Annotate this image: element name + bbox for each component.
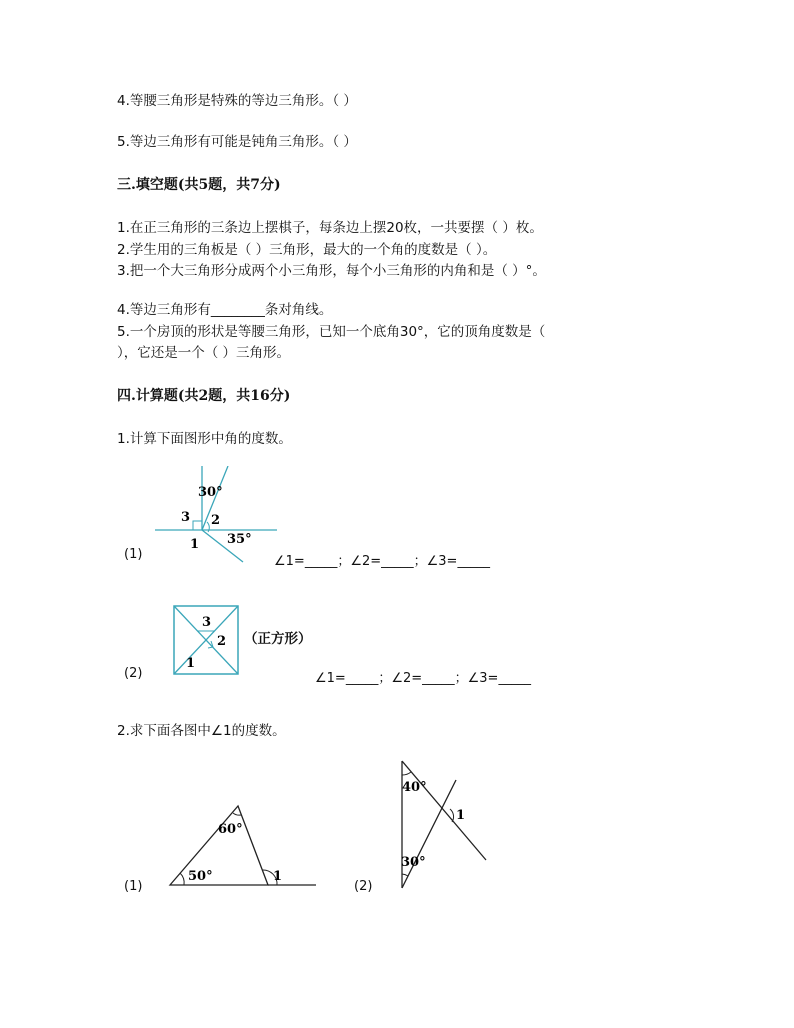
fig2-num2: 2	[217, 634, 227, 649]
fig1-num1: 1	[190, 537, 200, 552]
fig3-label: (1)	[124, 879, 143, 894]
fill-q2: 2.学生用的三角板是（ ）三角形，最大的一个角的度数是（ ）。	[117, 242, 497, 258]
calc-q2: 2.求下面各图中∠1的度数。	[117, 723, 286, 739]
fill-q1: 1.在正三角形的三条边上摆棋子，每条边上摆20枚，一共要摆（ ）枚。	[117, 220, 543, 236]
calc-section-title: 四.计算题(共2题，共16分)	[117, 388, 291, 404]
fig3-angle-50: 50°	[188, 869, 213, 884]
fig2-num1: 1	[186, 656, 196, 671]
fig3-angle-60: 60°	[218, 822, 243, 837]
judge-q5: 5.等边三角形有可能是钝角三角形。（ ）	[117, 134, 357, 150]
fig3-num1: 1	[273, 869, 283, 884]
fig3-diagram	[160, 800, 320, 890]
fig4-num1: 1	[456, 808, 466, 823]
fig1-diagram	[155, 466, 280, 566]
fig1-num3: 3	[181, 510, 191, 525]
fill-section-title: 三.填空题(共5题，共7分)	[117, 177, 281, 193]
fig4-angle-40: 40°	[402, 780, 427, 795]
fig4-angle-30: 30°	[401, 855, 426, 870]
fig2-label: (2)	[124, 666, 143, 681]
fig2-square-note: （正方形）	[244, 631, 312, 647]
fill-q3: 3.把一个大三角形分成两个小三角形，每个小三角形的内角和是（ ）°。	[117, 263, 546, 279]
fig1-label: (1)	[124, 547, 143, 562]
fill-q5-line2: ），它还是一个（ ）三角形。	[117, 345, 291, 361]
fig2-answer: ∠1=_____；∠2=_____；∠3=_____	[315, 671, 531, 686]
fill-q5-line1: 5.一个房顶的形状是等腰三角形，已知一个底角30°，它的顶角度数是（	[117, 324, 546, 340]
fig1-angle-top: 30°	[198, 485, 223, 500]
fig2-num3: 3	[202, 615, 212, 630]
fill-q4: 4.等边三角形有________条对角线。	[117, 302, 333, 318]
fig1-num2: 2	[211, 513, 221, 528]
fig1-answer: ∠1=_____；∠2=_____；∠3=_____	[274, 554, 490, 569]
fig4-label: (2)	[354, 879, 373, 894]
fig4-diagram	[388, 758, 488, 893]
fig1-angle-bottom: 35°	[227, 532, 252, 547]
calc-q1: 1.计算下面图形中角的度数。	[117, 431, 292, 447]
judge-q4: 4.等腰三角形是特殊的等边三角形。（ ）	[117, 93, 357, 109]
